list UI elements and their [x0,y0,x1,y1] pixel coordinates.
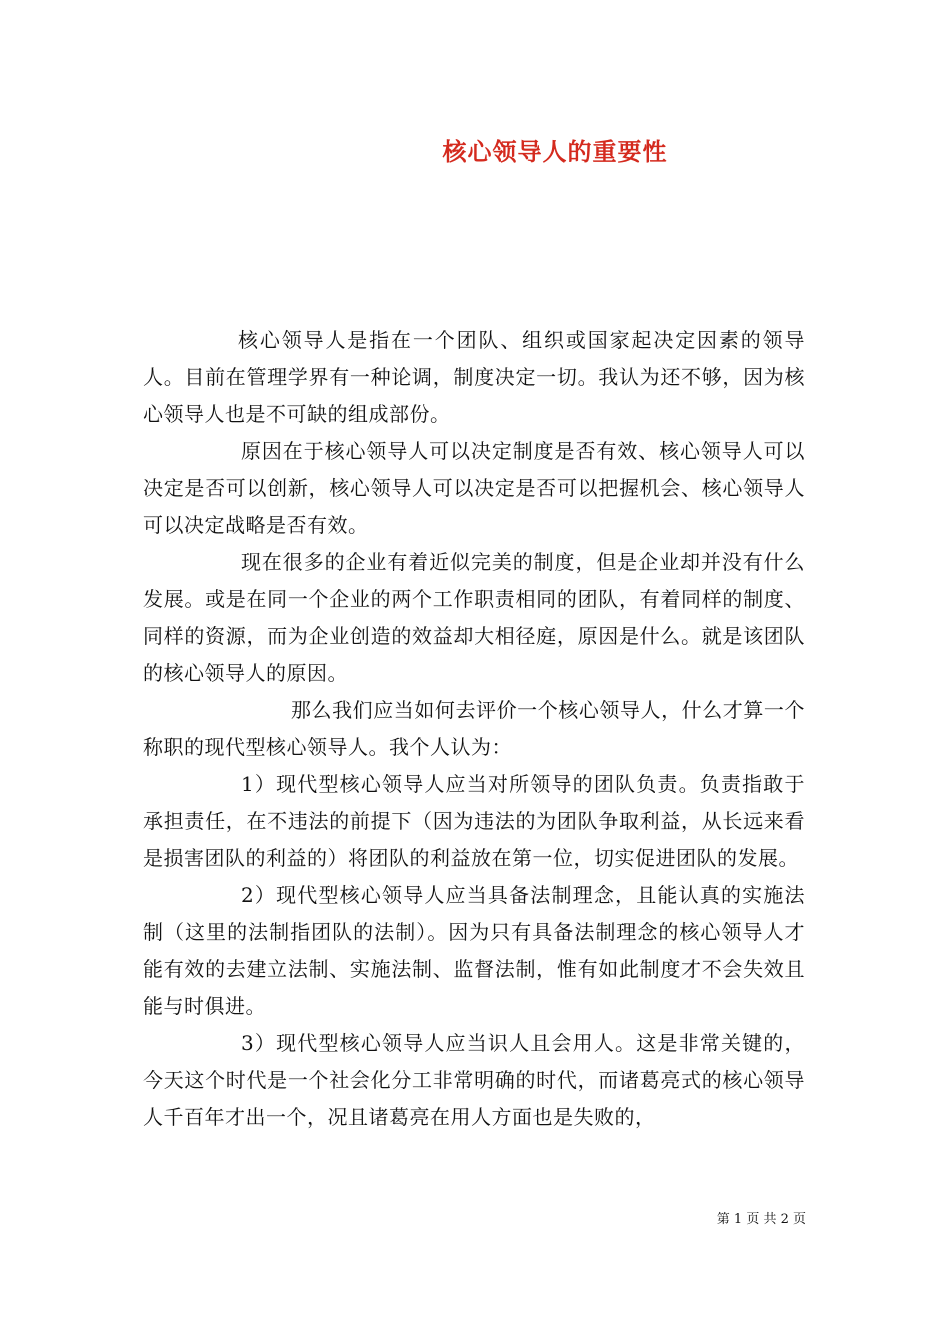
paragraph-enterprise-example: 现在很多的企业有着近似完美的制度，但是企业却并没有什么发展。或是在同一个企业的两个工作职责相同的团队，有着同样的制度、同样的资源，而为企业创造的效益却大相径庭，原因是什么。就是该团队的核心领导人的原因。 [143,550,805,685]
page-footer: 第 1 页 共 2 页 [716,1212,806,1227]
document-title: 核心领导人的重要性 [442,137,668,166]
paragraph-point-3: 3）现代型核心领导人应当识人且会用人。这是非常关键的，今天这个时代是一个社会化分工非常明确的时代，而诸葛亮式的核心领导人千百年才出一个，况且诸葛亮在用人方面也是失败的， [143,1031,805,1129]
paragraph-definition: 核心领导人是指在一个团队、组织或国家起决定因素的领导人。目前在管理学界有一种论调，制度决定一切。我认为还不够，因为核心领导人也是不可缺的组成部份。 [143,328,805,426]
paragraph-point-1: 1）现代型核心领导人应当对所领导的团队负责。负责指敢于承担责任，在不违法的前提下（因为违法的为团队争取利益，从长远来看是损害团队的利益的）将团队的利益放在第一位，切实促进团队的发展。 [143,772,805,870]
paragraph-point-2: 2）现代型核心领导人应当具备法制理念，且能认真的实施法制（这里的法制指团队的法制）。因为只有具备法制理念的核心领导人才能有效的去建立法制、实施法制、监督法制，惟有如此制度才不会失效且能与时俱进。 [143,883,805,1018]
paragraph-reasons: 原因在于核心领导人可以决定制度是否有效、核心领导人可以决定是否可以创新，核心领导人可以决定是否可以把握机会、核心领导人可以决定战略是否有效。 [143,439,805,537]
document-body [143,322,805,1136]
paragraph-evaluation-question: 那么我们应当如何去评价一个核心领导人，什么才算一个称职的现代型核心领导人。我个人认为： [143,698,805,759]
